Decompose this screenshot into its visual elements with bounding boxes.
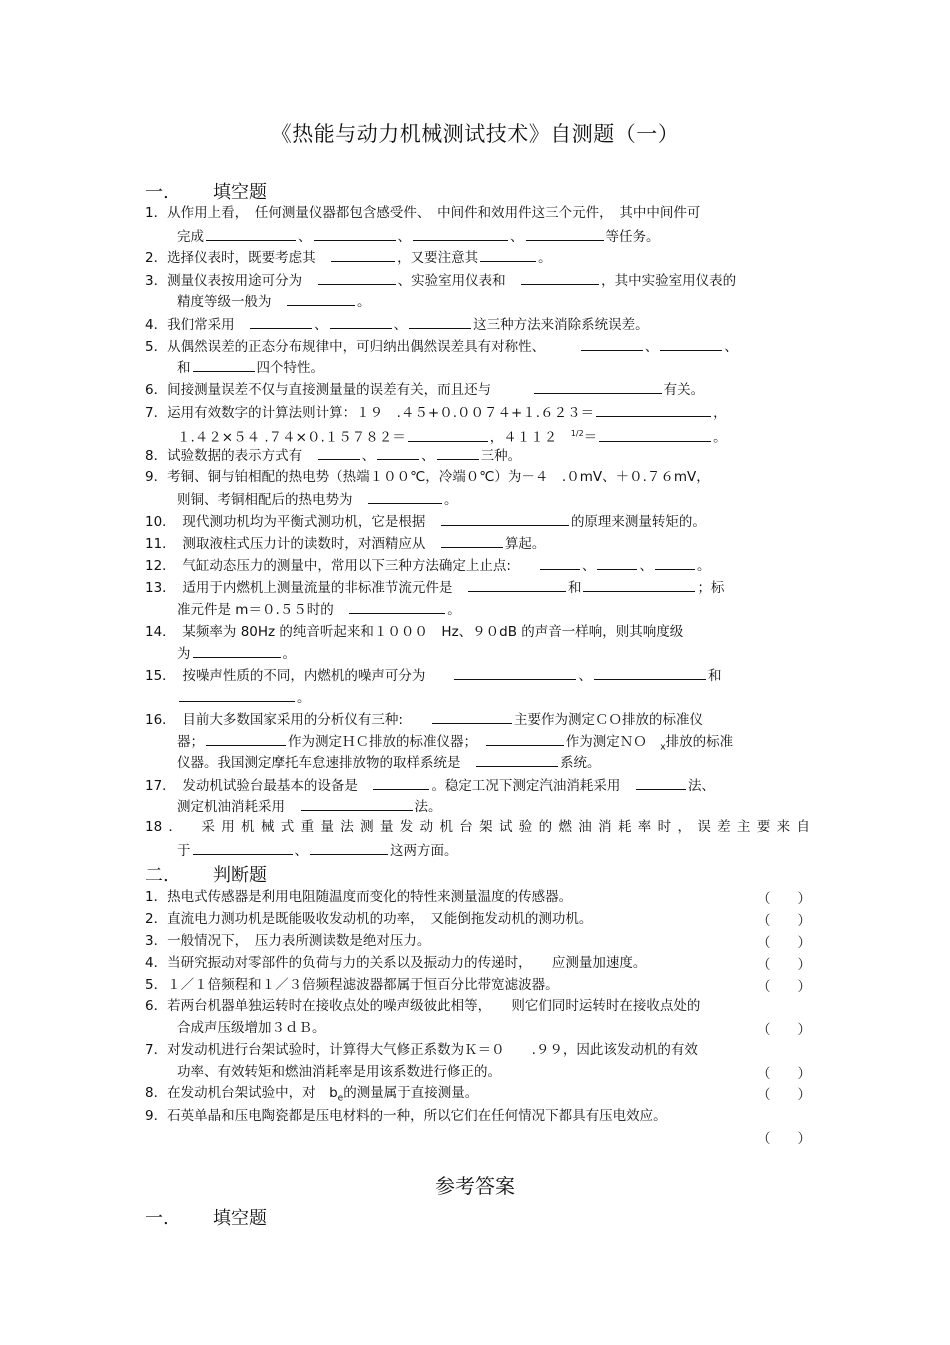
question-text: ；标 [697, 580, 725, 596]
question-text: 仪器。我国测定摩托车怠速排放物的取样系统是 [177, 755, 461, 771]
section-heading-fill [145, 178, 267, 204]
question-6 [145, 379, 810, 400]
question-text: 8．在发动机台架试验中，对 b [145, 1085, 338, 1101]
answer-parentheses[interactable]: （ ） [757, 957, 811, 973]
question-text: 5．从偶然误差的正态分布规律中，可归纳出偶然误差具有对称性、 [145, 339, 539, 355]
section-label: 填空题 [213, 182, 267, 203]
subscript: x [660, 742, 666, 753]
answer-blank[interactable] [594, 665, 706, 680]
question-text: 15． 按噪声性质的不同，内燃机的噪声可分为 [145, 668, 426, 684]
judge-5 [145, 975, 810, 995]
answer-blank[interactable] [318, 270, 396, 285]
judge-7-cont [177, 1062, 842, 1082]
question-text: 算起。 [504, 536, 546, 552]
answer-blank[interactable] [534, 379, 662, 394]
question-text: 、 [294, 843, 308, 859]
question-text: 主要作为测定ＣＯ排放的标准仪 [513, 712, 703, 728]
answer-blank[interactable] [368, 489, 442, 504]
answer-blank[interactable] [468, 577, 566, 592]
question-text: ，又要注意其 [397, 250, 479, 266]
question-text: 。稳定工况下测定汽油消耗采用 [431, 778, 621, 794]
question-text: 5．１／１倍频程和１／３倍频程滤波器都属于恒百分比带宽滤波器。 [145, 977, 559, 993]
question-text: ，４１１２ [489, 429, 558, 446]
answer-blank[interactable] [526, 226, 604, 241]
subscript: e [337, 1093, 344, 1104]
answer-blank[interactable] [206, 731, 286, 746]
answer-blank[interactable] [521, 270, 599, 285]
question-text: 7．运用有效数字的计算法则计算：１９ .４５+０.００７４+１.６２３＝ [145, 405, 595, 421]
section-label: 填空题 [213, 1208, 267, 1229]
question-11 [145, 533, 810, 554]
answer-blank[interactable] [193, 643, 281, 658]
question-text: 则铜、考铜相配后的热电势为 [177, 492, 353, 508]
answer-blank[interactable] [377, 445, 419, 460]
question-text: 1．从作用上看， 任何测量仪器都包含感受件、 中间件和效用件这三个元件， 其中中间件可 [145, 205, 701, 221]
question-text: 和 [707, 668, 722, 684]
question-text: 。 [357, 294, 371, 310]
question-text: 12． 气缸动态压力的测量中，常用以下三种方法确定上止点: [145, 558, 511, 574]
judge-7 [145, 1040, 810, 1060]
question-text: 为 [177, 646, 191, 662]
question-text: ＝ [583, 429, 598, 446]
question-text: 这两方面。 [390, 843, 458, 859]
question-text: 13． 适用于内燃机上测量流量的非标准节流元件是 [145, 580, 453, 596]
answer-blank[interactable] [441, 533, 503, 548]
answer-blank[interactable] [540, 555, 580, 570]
question-text: 2．选择仪表时，既要考虑其 [145, 250, 316, 266]
question-text: 9．考铜、铜与铂相配的热电势（热端１００℃，冷端０℃）为－４ .０mV、＋０.７６mV， [145, 469, 710, 485]
answer-blank[interactable] [409, 314, 471, 329]
judge-6-cont [177, 1018, 842, 1038]
question-text: 7．对发动机进行台架试验时，计算得大气修正系数为Ｋ＝０ .９９，因此该发动机的有效 [145, 1042, 698, 1058]
question-text: 8．试验数据的表示方式有 [145, 448, 303, 464]
answer-parentheses[interactable]: （ ） [757, 1066, 811, 1082]
question-text: 18． 采用机械式重量法测量发动机台架试验的燃油消耗率时，误差主要来自 [145, 819, 810, 835]
question-text: 作为测定ＮＯ [565, 734, 647, 750]
question-text: 测定机油消耗采用 [177, 799, 285, 815]
question-text: 3．一般情况下， 压力表所测读数是绝对压力。 [145, 933, 431, 949]
document-title: 《热能与动力机械测试技术》自测题（一） [270, 122, 680, 146]
question-text: 3．测量仪表按用途可分为 [145, 273, 303, 289]
exponent: 1/2 [570, 429, 584, 438]
question-8: 8．试验数据的表示方式有 、 、 三种。 [145, 445, 810, 466]
question-text: 。 [538, 250, 552, 266]
question-text: 器； [177, 734, 204, 750]
question-15-cont [177, 687, 842, 708]
answer-blank[interactable] [581, 336, 643, 351]
question-text: 17． 发动机试验台最基本的设备是 [145, 778, 358, 794]
question-3-cont [177, 291, 842, 312]
answer-blank[interactable] [437, 445, 479, 460]
answer-parentheses[interactable]: （ ） [757, 979, 811, 995]
judge-1 [145, 887, 810, 907]
question-text: 、实验室用仪表和 [397, 273, 506, 289]
question-17 [145, 775, 810, 796]
judge-2 [145, 909, 810, 929]
question-18-cont [177, 840, 842, 861]
answer-blank[interactable] [413, 226, 508, 241]
question-text: 。 [282, 646, 296, 662]
question-text: 2．直流电力测功机是既能吸收发动机的功率， 又能倒拖发动机的测功机。 [145, 911, 593, 927]
question-9-cont [177, 489, 842, 510]
answer-parentheses[interactable]: （ ） [757, 891, 811, 907]
answer-blank[interactable] [441, 511, 569, 526]
answer-blank[interactable] [655, 555, 695, 570]
question-text: 排放的标准 [665, 734, 734, 750]
answer-parentheses[interactable]: （ ） [757, 913, 811, 929]
question-text: 合成声压级增加３ｄＢ。 [177, 1020, 326, 1036]
question-text: 。 [696, 558, 711, 574]
answer-blank[interactable] [454, 665, 576, 680]
answer-blank[interactable] [330, 314, 392, 329]
question-text: 于 [177, 843, 191, 859]
question-text: 6．若两台机器单独运转时在接收点处的噪声级彼此相等， 则它们同时运转时在接收点处的 [145, 998, 701, 1014]
answer-blank[interactable] [250, 314, 312, 329]
question-7-cont: １.４２×５４ .７４×０.１５７８２＝ ，４１１２ $^{1/2}$＝ 。 [177, 424, 842, 448]
question-text: 11． 测取液柱式压力计的读数时，对酒精应从 [145, 536, 426, 552]
question-16 [145, 709, 810, 730]
answer-blank[interactable] [301, 796, 413, 811]
question-text: 9．石英单晶和压电陶瓷都是压电材料的一种，所以它们在任何情况下都具有压电效应。 [145, 1108, 667, 1124]
judge-4 [145, 953, 810, 973]
question-1 [145, 203, 810, 223]
question-text: 完成 [177, 229, 204, 245]
question-text: 准元件是 m＝０.５５时的 [177, 602, 334, 618]
answer-blank[interactable] [660, 336, 722, 351]
question-text: 精度等级一般为 [177, 294, 272, 310]
section-heading-answers [145, 1204, 267, 1230]
question-text: 系统。 [560, 755, 601, 771]
question-14-cont [177, 643, 842, 664]
question-7: 7．运用有效数字的计算法则计算：１９ .４５+０.００７４+１.６２３＝ ， [145, 402, 810, 423]
answer-parentheses[interactable]: （ ） [757, 1131, 811, 1147]
answer-blank[interactable] [206, 226, 296, 241]
question-3 [145, 270, 810, 291]
section-label: 判断题 [213, 865, 267, 886]
answer-blank[interactable] [432, 709, 512, 724]
answer-blank[interactable] [636, 775, 686, 790]
answer-blank[interactable] [193, 840, 293, 855]
answers-title: 参考答案 [435, 1174, 515, 1198]
question-text: １.４２×５４ .７４×０.１５７８２＝ [177, 429, 406, 446]
answer-blank[interactable] [179, 687, 295, 702]
question-text: 和 [567, 580, 582, 596]
section-number: 一. [145, 1208, 169, 1229]
question-16-cont2 [177, 752, 842, 773]
answer-blank[interactable] [596, 402, 711, 417]
question-text: 16． 目前大多数国家采用的分析仪有三种: [145, 712, 403, 728]
question-text: 。 [447, 602, 461, 618]
question-text: 法。 [414, 799, 442, 815]
answer-blank[interactable] [287, 291, 355, 306]
judge-8 [145, 1083, 810, 1109]
question-text: ，其中实验室用仪表的 [601, 273, 737, 289]
answer-parentheses[interactable]: （ ） [757, 1022, 811, 1038]
answer-blank[interactable] [486, 731, 564, 746]
answer-blank[interactable] [349, 599, 445, 614]
question-text: 四个特性。 [256, 360, 324, 376]
answer-blank[interactable] [193, 357, 255, 372]
question-text: 和 [177, 360, 191, 376]
judge-9 [145, 1106, 810, 1126]
question-text: 作为测定ＨＣ排放的标准仪器； [288, 734, 471, 750]
question-9 [145, 467, 810, 487]
question-13-cont [177, 599, 842, 620]
question-18 [145, 817, 810, 837]
question-text: 的测量属于直接测量。 [343, 1085, 479, 1101]
section-heading-judge [145, 861, 267, 887]
answer-blank[interactable] [599, 427, 711, 442]
section-number: 二. [145, 865, 169, 886]
question-text: 这三种方法来消除系统误差。 [473, 317, 649, 333]
question-text: 10． 现代测功机均为平衡式测功机，它是根据 [145, 514, 426, 530]
answer-blank[interactable] [480, 247, 536, 262]
question-text: 。 [297, 690, 311, 706]
question-text: 法、 [687, 778, 715, 794]
question-text: 的原理来测量转矩的。 [570, 514, 706, 530]
answer-blank[interactable] [314, 226, 396, 241]
question-text: 4．我们常采用 [145, 317, 235, 333]
answer-blank[interactable] [476, 752, 558, 767]
section-number: 一. [145, 182, 169, 203]
question-1-cont: 完成 、 、 、 等任务。 [177, 226, 842, 247]
question-5-cont [177, 357, 842, 378]
question-text: 功率、有效转矩和燃油消耗率是用该系数进行修正的。 [177, 1064, 501, 1080]
answer-blank[interactable] [318, 445, 360, 460]
answer-parentheses[interactable]: （ ） [757, 935, 811, 951]
question-text: 等任务。 [605, 229, 660, 245]
question-text: 14． 某频率为 80Hz 的纯音听起来和１０００ Hz、９０dB 的声音一样响，则其响度级 [145, 624, 684, 640]
judge-3 [145, 931, 810, 951]
question-15: 15． 按噪声性质的不同，内燃机的噪声可分为 、 和 [145, 665, 810, 686]
question-text: 4．当研究振动对零部件的负荷与力的关系以及振动力的传递时， 应测量加速度。 [145, 955, 647, 971]
answer-blank[interactable] [583, 577, 695, 592]
question-text: 。 [444, 492, 458, 508]
question-5: 5．从偶然误差的正态分布规律中，可归纳出偶然误差具有对称性、 、 、 [145, 336, 810, 357]
judge-6 [145, 996, 810, 1016]
question-17-cont [177, 796, 842, 817]
answer-blank[interactable] [373, 775, 429, 790]
question-text: 有关。 [663, 382, 705, 398]
answer-blank[interactable] [408, 427, 488, 442]
question-text: 6．间接测量误差不仅与直接测量量的误差有关，而且还与 [145, 382, 492, 398]
question-2 [145, 247, 810, 268]
question-4: 4．我们常采用 、 、 这三种方法来消除系统误差。 [145, 314, 810, 335]
answer-blank[interactable] [597, 555, 637, 570]
question-14 [145, 622, 810, 642]
question-text: 三种。 [480, 448, 522, 464]
answer-blank[interactable] [331, 247, 395, 262]
answer-blank[interactable] [310, 840, 388, 855]
question-text: 1．热电式传感器是利用电阻随温度而变化的特性来测量温度的传感器。 [145, 889, 573, 905]
question-12: 12． 气缸动态压力的测量中，常用以下三种方法确定上止点: 、 、 。 [145, 555, 810, 576]
question-10 [145, 511, 810, 532]
answer-parentheses[interactable]: （ ） [757, 1087, 811, 1103]
question-13 [145, 577, 810, 598]
